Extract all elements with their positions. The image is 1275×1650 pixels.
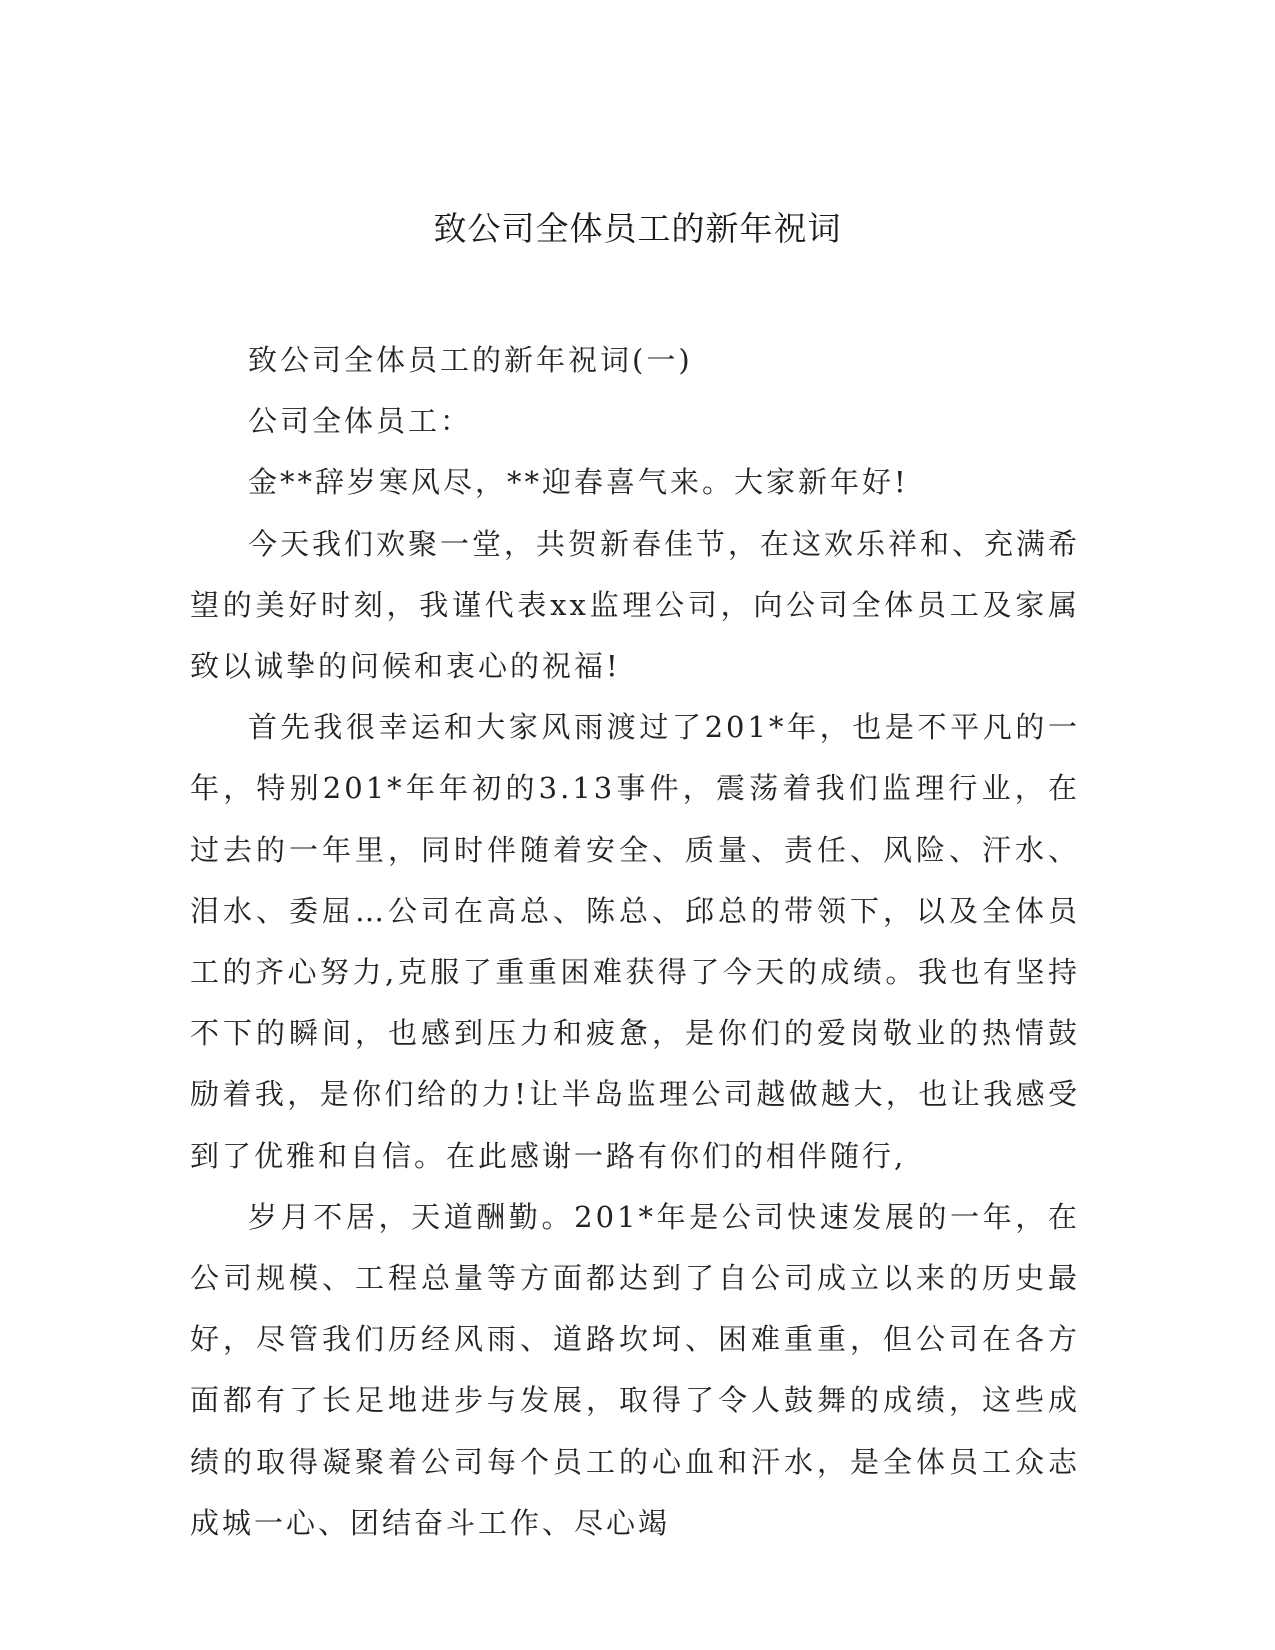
paragraph-body: 首先我很幸运和大家风雨渡过了201*年，也是不平凡的一年，特别201*年年初的3.13事件，震荡着我们监理行业，在过去的一年里，同时伴随着安全、质量、责任、风险、汗水、泪水、委屈…公司在高总、陈总、邱总的带领下，以及全体员工的齐心努力,克服了重重困难获得了今天的成绩。我也有坚持不下的瞬间，也感到压力和疲惫，是你们的爱岗敬业的热情鼓励着我，是你们给的力!让半岛监理公司越做越大，也让我感受到了优雅和自信。在此感谢一路有你们的相伴随行, [190, 710, 1080, 1173]
document-body [190, 330, 1080, 1554]
paragraph-subtitle: 致公司全体员工的新年祝词(一) [248, 343, 693, 377]
paragraph-salutation: 公司全体员工： [248, 404, 473, 439]
paragraph-body: 今天我们欢聚一堂，共贺新春佳节，在这欢乐祥和、充满希望的美好时刻，我谨代表xx监理公司，向公司全体员工及家属致以诚挚的问候和衷心的祝福! [190, 526, 1081, 684]
document-title: 致公司全体员工的新年祝词 [433, 209, 842, 248]
paragraph-body: 岁月不居，天道酬勤。201*年是公司快速发展的一年，在公司规模、工程总量等方面都达到了自公司成立以来的历史最好，尽管我们历经风雨、道路坎坷、困难重重，但公司在各方面都有了长足地进步与发展，取得了令人鼓舞的成绩，这些成绩的取得凝聚着公司每个员工的心血和汗水，是全体员工众志成城一心、团结奋斗工作、尽心竭 [190, 1199, 1080, 1540]
paragraph-greeting: 金**辞岁寒风尽，**迎春喜气来。大家新年好! [248, 465, 909, 500]
